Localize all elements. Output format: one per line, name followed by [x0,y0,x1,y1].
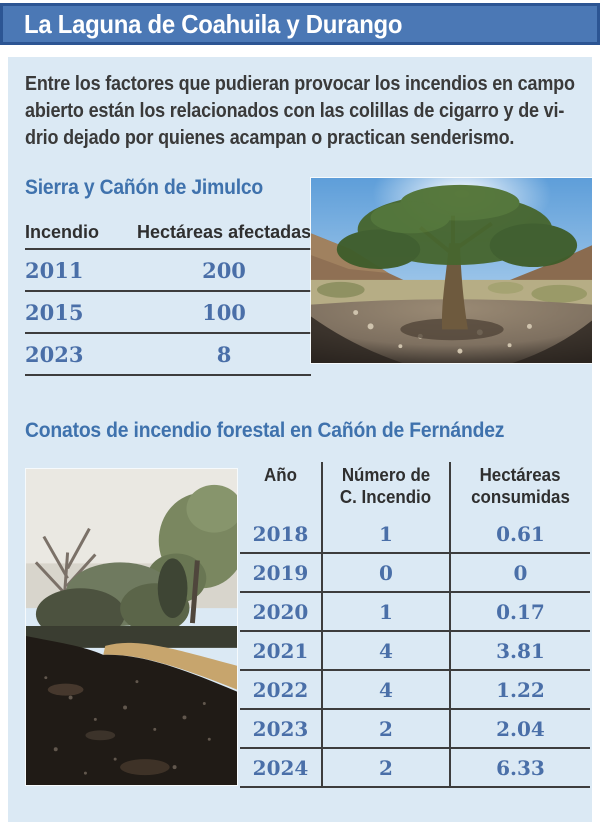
year-cell: 2020 [240,593,323,632]
jimulco-section-heading: Sierra y Cañón de Jimulco [25,176,264,199]
hectares-cell: 0 [451,554,590,593]
year-cell: 2024 [240,749,323,788]
table-row [25,250,311,292]
year-cell: 2015 [25,299,84,325]
burned-forest-photo [25,468,238,786]
year-cell: 2022 [240,671,323,710]
year-cell: 2011 [25,257,84,283]
column-header-ano: Año [240,462,323,515]
canyon-tree-illustration [311,178,592,363]
hectares-cell: 100 [202,299,246,325]
year-cell: 2019 [240,554,323,593]
page-title: La Laguna de Coahuila y Durango [24,8,403,39]
column-header-hectareas-consumidas: Hectáreas consumidas [471,465,570,507]
title-bar [0,3,600,45]
column-header-hectareas: Hectáreas afectadas [137,222,312,242]
year-cell: 2023 [240,710,323,749]
hectares-cell: 8 [216,341,232,367]
jimulco-table [25,222,311,376]
count-cell: 4 [323,632,451,671]
jimulco-canyon-photo [310,177,593,364]
hectares-cell: 2.04 [451,710,590,749]
table-row [25,334,311,376]
column-header-numero: Número de C. Incendio [323,462,451,515]
count-cell: 2 [323,749,451,788]
hectares-cell: 3.81 [451,632,590,671]
count-cell: 2 [323,710,451,749]
fernandez-section-heading: Conatos de incendio forestal en Cañón de Fernández [25,419,505,442]
hectares-cell: 6.33 [451,749,590,788]
intro-line: drio dejado por quienes acampan o practican senderismo. [25,127,515,149]
hectares-cell: 0.17 [451,593,590,632]
column-header-incendio: Incendio [25,222,100,242]
burned-forest-illustration [26,469,237,785]
intro-paragraph [25,71,600,152]
year-cell: 2021 [240,632,323,671]
intro-line: Entre los factores que pudieran provocar los incendios en campo [25,73,575,95]
jimulco-table-header [25,222,311,250]
fernandez-table [240,462,590,788]
count-cell: 0 [323,554,451,593]
intro-line: abierto están los relacionados con las colillas de cigarro y de vi- [25,100,565,122]
count-cell: 1 [323,515,451,554]
year-cell: 2023 [25,341,84,367]
count-cell: 1 [323,593,451,632]
hectares-cell: 200 [202,257,246,283]
year-cell: 2018 [240,515,323,554]
hectares-cell: 1.22 [451,671,590,710]
hectares-cell: 0.61 [451,515,590,554]
count-cell: 4 [323,671,451,710]
table-row [25,292,311,334]
